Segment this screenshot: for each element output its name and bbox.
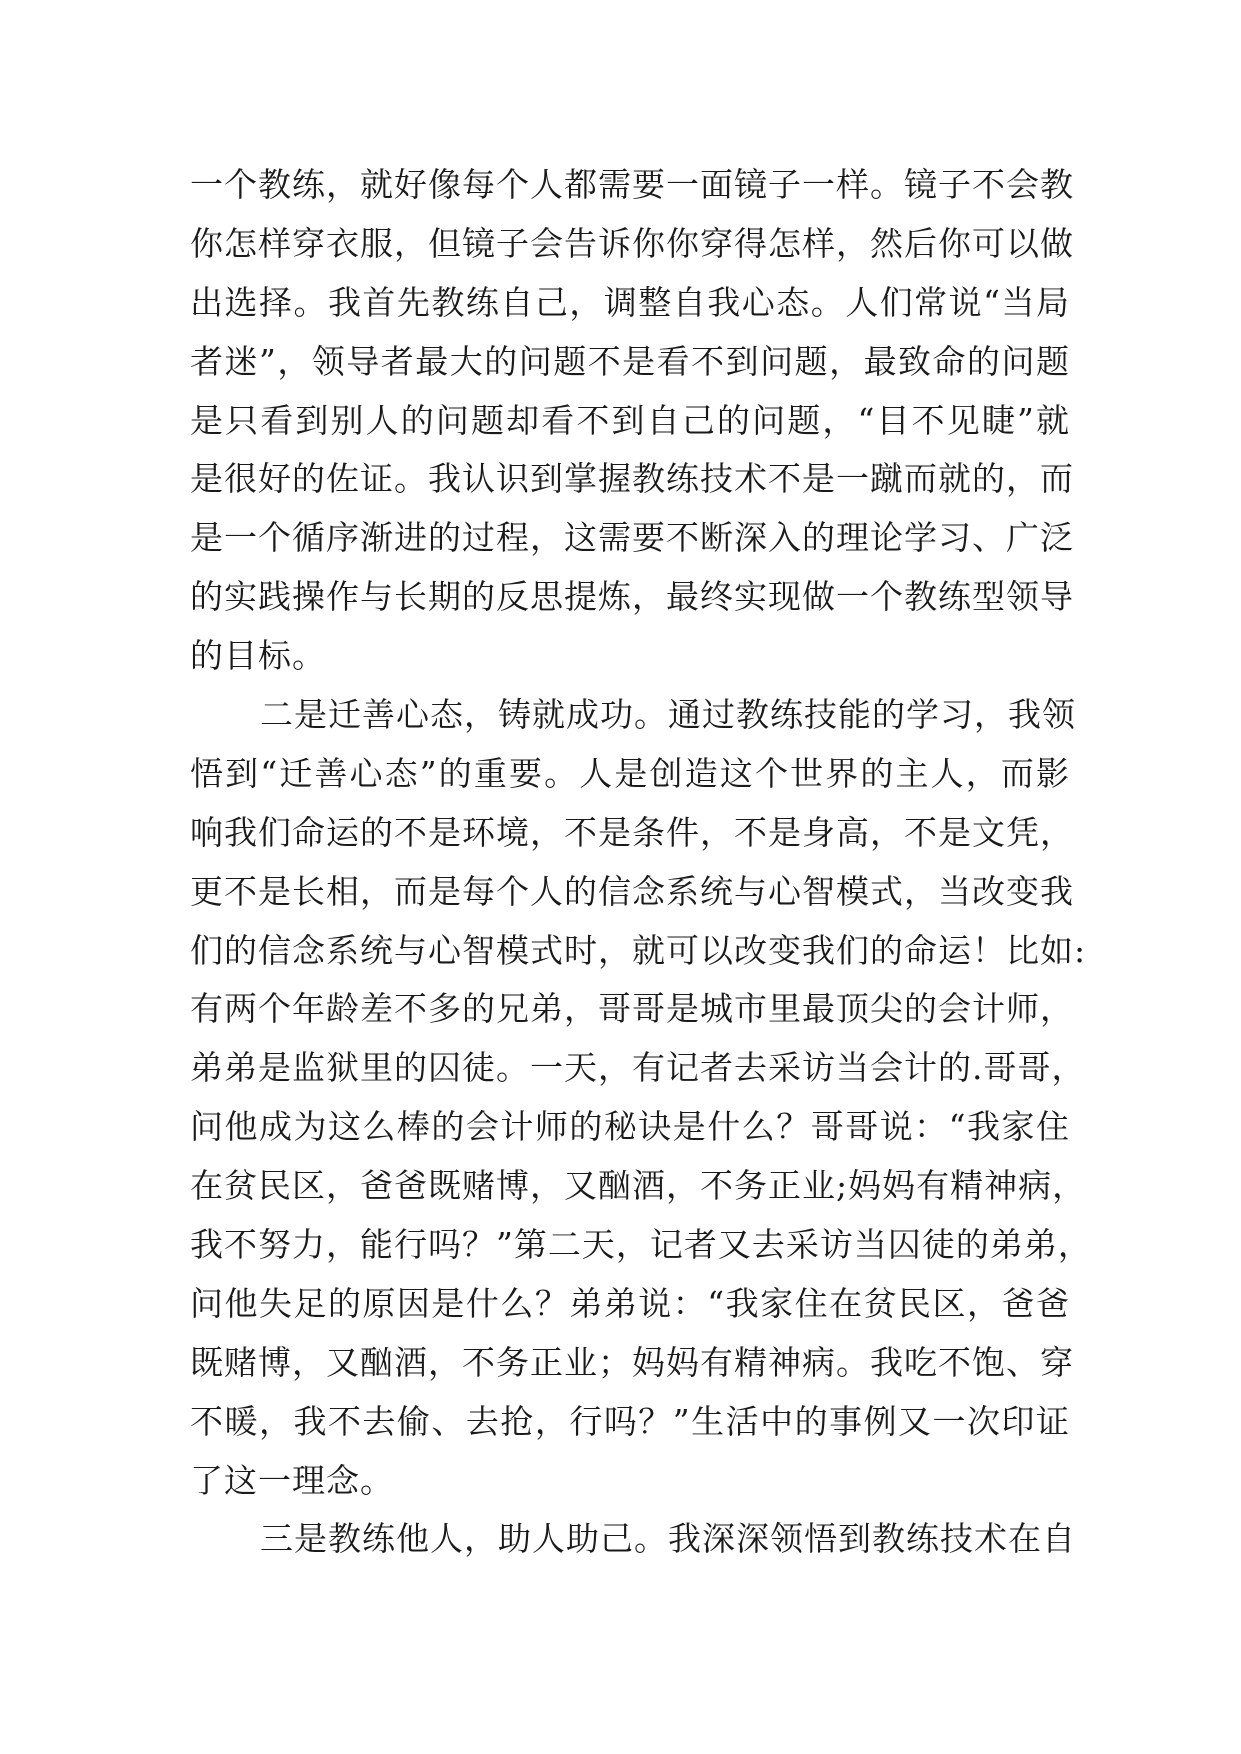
text-line: 是很好的佐证。我认识到掌握教练技术不是一蹴而就的，而 <box>190 459 1074 499</box>
text-line: 不暖，我不去偷、去抢，行吗？”生活中的事例又一次印证 <box>190 1401 1070 1441</box>
text-line: 既赌博，又酗酒，不务正业；妈妈有精神病。我吃不饱、穿 <box>190 1342 1074 1382</box>
text-line: 的目标。 <box>190 636 326 676</box>
text-line: 二是迁善心态，铸就成功。通过教练技能的学习，我领 <box>260 695 1076 735</box>
text-line: 们的信念系统与心智模式时，就可以改变我们的命运！比如: <box>190 930 1087 970</box>
text-line: 三是教练他人，助人助己。我深深领悟到教练技术在自 <box>260 1519 1076 1559</box>
text-line: 者迷”，领导者最大的问题不是看不到问题，最致命的问题 <box>190 341 1070 381</box>
text-line: 问他成为这么棒的会计师的秘诀是什么？哥哥说：“我家住 <box>190 1107 1070 1147</box>
text-line: 响我们命运的不是环境，不是条件，不是身高，不是文凭， <box>190 812 1074 852</box>
text-line: 是只看到别人的问题却看不到自己的问题，“目不见睫”就 <box>190 400 1070 440</box>
text-line: 是一个循序渐进的过程，这需要不断深入的理论学习、广泛 <box>190 518 1074 558</box>
text-line: 出选择。我首先教练自己，调整自我心态。人们常说“当局 <box>190 282 1070 322</box>
text-line: 悟到“迁善心态”的重要。人是创造这个世界的主人，而影 <box>190 753 1070 793</box>
text-line: 一个教练，就好像每个人都需要一面镜子一样。镜子不会教 <box>190 165 1074 204</box>
text-line: 有两个年龄差不多的兄弟，哥哥是城市里最顶尖的会计师， <box>190 989 1074 1029</box>
text-line: 在贫民区，爸爸既赌博，又酗酒，不务正业;妈妈有精神病， <box>190 1166 1087 1206</box>
text-line: 问他失足的原因是什么？弟弟说：“我家住在贫民区，爸爸 <box>190 1283 1070 1323</box>
text-line: 了这一理念。 <box>190 1460 394 1500</box>
text-line: 你怎样穿衣服，但镜子会告诉你你穿得怎样，然后你可以做 <box>190 223 1074 263</box>
text-line: 弟弟是监狱里的囚徒。一天，有记者去采访当会计的.哥哥， <box>190 1048 1086 1088</box>
text-line: 我不努力，能行吗？”第二天，记者又去采访当囚徒的弟弟， <box>190 1225 1092 1265</box>
body-text <box>190 156 1092 1569</box>
text-line: 更不是长相，而是每个人的信念系统与心智模式，当改变我 <box>190 871 1074 911</box>
text-line: 的实践操作与长期的反思提炼，最终实现做一个教练型领导 <box>190 577 1074 617</box>
